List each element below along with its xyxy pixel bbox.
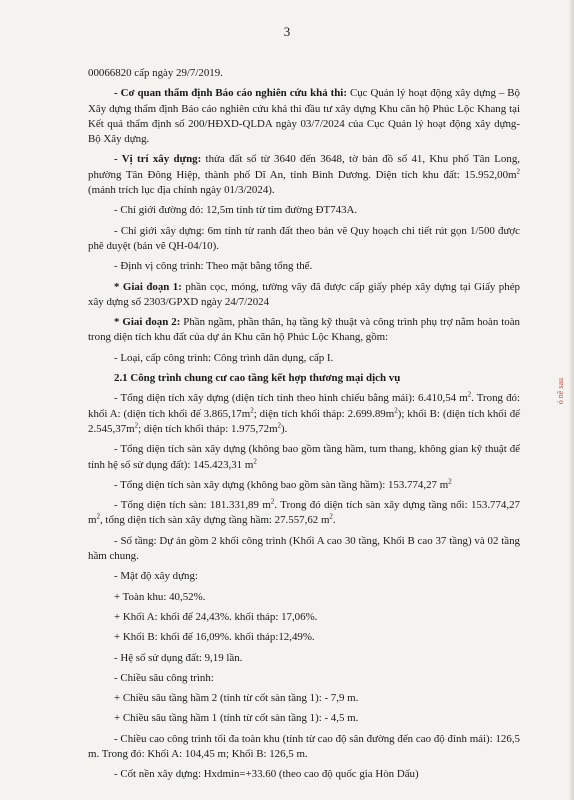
document-body: [88, 66, 520, 788]
text-run: - Mật độ xây dựng:: [114, 570, 198, 583]
text-run: 00066820 cấp ngày 29/7/2019.: [88, 67, 223, 79]
page-number: 3: [283, 24, 291, 39]
paragraph: [88, 66, 520, 81]
paragraph: [88, 630, 520, 645]
superscript: 2: [329, 512, 333, 521]
text-run: - Hệ số sử dụng đất: 9,19 lần.: [114, 651, 243, 664]
text-run: ; diện tích khối tháp: 1.975,72m: [138, 422, 278, 435]
paragraph: [88, 203, 520, 218]
text-run: 2.1 Công trình chung cư cao tầng kết hợp thương mại dịch vụ: [114, 372, 401, 385]
text-run: (mảnh trích lục địa chính ngày 01/3/2024).: [88, 184, 275, 197]
text-run: + Chiều sâu tầng hầm 1 (tính từ cốt sàn tầng 1): - 4,5 m.: [114, 712, 359, 725]
paragraph: [88, 732, 520, 763]
paragraph: [88, 691, 520, 706]
paragraph: [88, 569, 520, 584]
text-run: - Cốt nền xây dựng: Hxdmin=+33.60 (theo cao độ quốc gia Hòn Dấu): [114, 768, 419, 781]
text-run: . Trong đó: khối A: (diện tích khối đế 3.865,17m: [88, 392, 520, 420]
text-run: - Chỉ giới xây dựng: 6m tính từ ranh đất theo bản vẽ Quy hoạch chi tiết rút gọn 1/500 được phê duyệt (bản vẽ QH-04/10).: [88, 224, 520, 252]
superscript: 2: [277, 421, 282, 430]
superscript: 2: [448, 477, 452, 486]
superscript: 2: [250, 406, 254, 415]
text-run: Cục Quản lý hoạt động xây dựng – Bộ Xây dựng thẩm định Báo cáo nghiên cứu khả thi đầu tư xây dựng Khu căn hộ Phúc Lộc Khang tại Kết quả thẩm định số 200/HĐXD-QLDA ngày 03/7/2024 của Cục Quản lý hoạt động xây dựng- Bộ Xây dựng.: [88, 87, 520, 146]
text-run: - Tổng diện tích xây dựng (diện tích tính theo hình chiếu bằng mái): 6.410,54 m: [114, 392, 468, 405]
text-run: - Chỉ giới đường đỏ: 12,5m tính từ tim đường ĐT743A.: [114, 204, 358, 217]
bold-text: - Vị trí xây dựng:: [114, 153, 202, 166]
paragraph: [88, 534, 520, 565]
text-run: - Chiều sâu công trình:: [114, 671, 214, 684]
superscript: 2: [516, 167, 520, 176]
text-run: - Chiều cao công trình tối đa toàn khu (tính từ cao độ sân đường đến cao độ đỉnh mái): 126,5 m. Trong đó: Khối A: 104,45 m; Khối B: 126,5 m.: [88, 732, 520, 760]
paragraph: [88, 478, 520, 493]
paragraph: [88, 442, 520, 473]
paragraph: [88, 391, 520, 437]
text-run: ); khối B: (diện tích khối đế 2.545,37m: [88, 407, 520, 435]
text-run: + Toàn khu: 40,52%.: [114, 590, 206, 603]
text-run: - Tổng diện tích sàn xây dựng (không bao gồm tầng hầm, tum thang, không gian kỹ thuật để tính hệ số sử dụng đất): 145.423,31 m: [88, 443, 520, 471]
margin-stamp-note: ó nê sau: [556, 378, 565, 405]
text-run: + Khối A: khối đế 24,43%. khối tháp: 17,06%.: [114, 610, 318, 623]
text-run: - Tổng diện tích sàn: 181.331,89 m: [114, 499, 271, 512]
superscript: 2: [134, 421, 139, 430]
paragraph: [88, 86, 520, 147]
superscript: 2: [270, 497, 275, 506]
page-edge: [570, 0, 574, 800]
paragraph: [88, 280, 520, 311]
paragraph: [88, 651, 520, 666]
paragraph: [88, 351, 520, 366]
paragraph: [88, 315, 520, 346]
text-run: ).: [281, 422, 288, 435]
text-run: Phần ngầm, phần thân, hạ tầng kỹ thuật và công trình phụ trợ nằm hoàn toàn trong diện tích khu đất của dự án Khu căn hộ Phúc Lộc Khang, gồm:: [88, 316, 520, 344]
paragraph: [88, 224, 520, 255]
text-run: - Định vị công trình: Theo mặt bằng tổng thể.: [114, 260, 313, 273]
text-run: thửa đất số từ 3640 đến 3648, tờ bản đồ số 41, Khu phố Tân Long, phường Tân Đông Hiệp, thành phố Dĩ An, tỉnh Bình Dương. Diện tích khu đất: 15.952,00m: [88, 153, 520, 181]
superscript: 2: [96, 512, 100, 521]
text-run: ; diện tích khối tháp: 2.699.89m: [253, 407, 395, 420]
section-heading: [88, 371, 520, 386]
paragraph: [88, 767, 520, 782]
paragraph: [88, 498, 520, 529]
paragraph: [88, 259, 520, 274]
text-run: + Khối B: khối đế 16,09%. khối tháp:12,49%.: [114, 631, 315, 644]
text-run: .: [332, 514, 336, 527]
superscript: 2: [467, 390, 472, 399]
superscript: 2: [253, 456, 257, 465]
text-run: - Loại, cấp công trình: Công trình dân dụng, cấp I.: [114, 351, 334, 364]
text-run: . Trong đó diện tích sàn xây dựng tầng nổi: 153.774,27 m: [88, 499, 520, 527]
text-run: - Tổng diện tích sàn xây dựng (không bao gồm sàn tầng hầm): 153.774,27 m: [114, 478, 449, 491]
text-run: , tổng diện tích sàn xây dựng tầng hầm: 27.557,62 m: [99, 514, 330, 527]
text-run: phần cọc, móng, tường vây đã được cấp giấy phép xây dựng tại Giấy phép xây dựng số 2303/GPXD ngày 24/7/2024: [88, 280, 520, 308]
paragraph: [88, 610, 520, 625]
superscript: 2: [394, 406, 398, 415]
paragraph: [88, 711, 520, 726]
bold-text: * Giai đoạn 1:: [114, 280, 182, 293]
paragraph: [88, 671, 520, 686]
bold-text: - Cơ quan thẩm định Báo cáo nghiên cứu khả thi:: [114, 87, 347, 100]
paragraph: [88, 152, 520, 198]
text-run: + Chiều sâu tầng hầm 2 (tính từ cốt sàn tầng 1): - 7,9 m.: [114, 692, 359, 705]
text-run: - Số tầng: Dự án gồm 2 khối công trình (Khối A cao 30 tầng, Khối B cao 37 tầng) và 02 tầng hầm chung.: [88, 534, 520, 563]
bold-text: * Giai đoạn 2:: [114, 316, 181, 329]
paragraph: [88, 590, 520, 605]
